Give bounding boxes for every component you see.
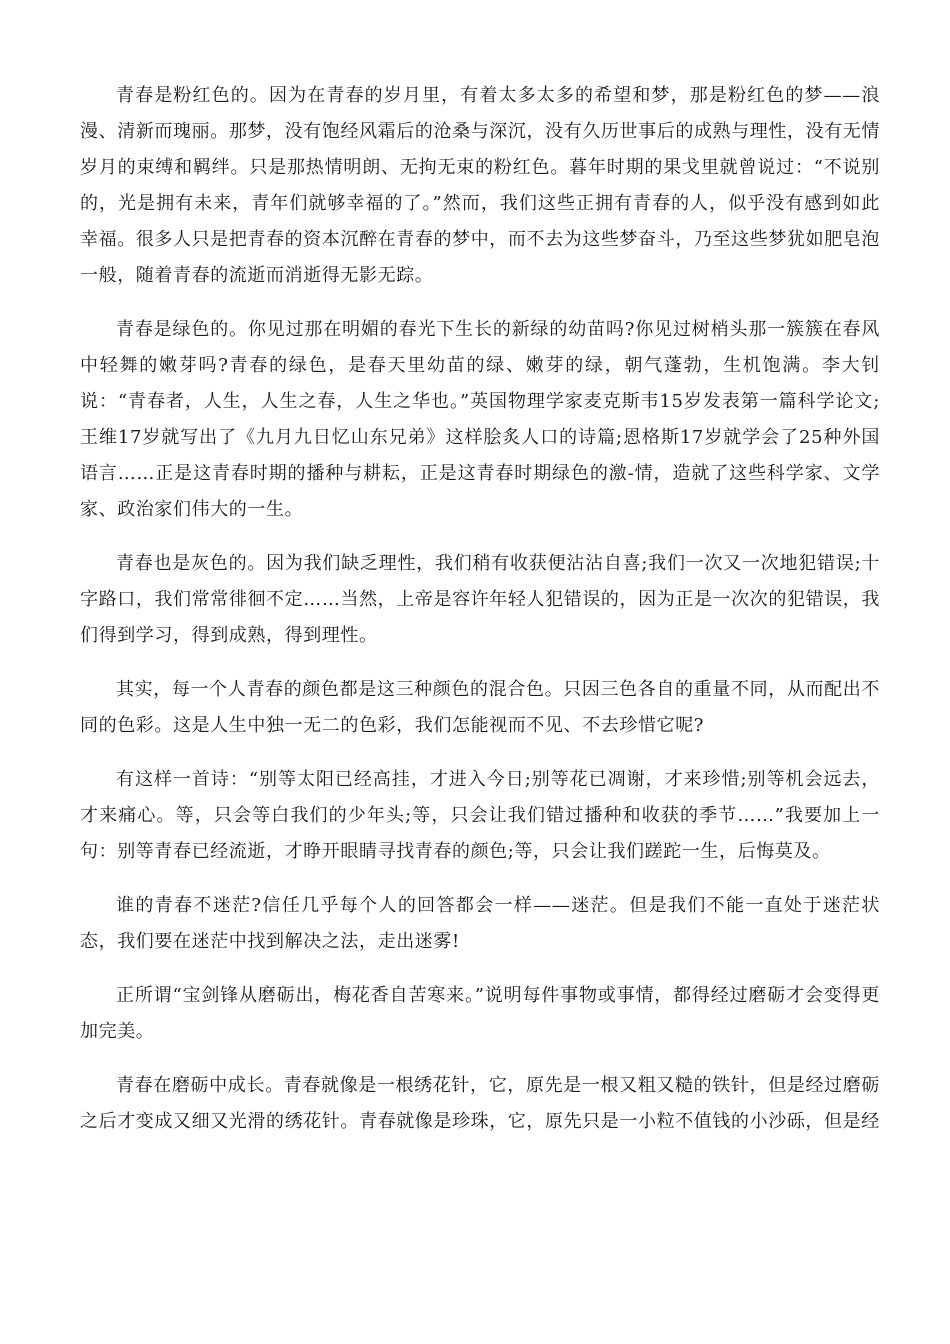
paragraph-pink-youth: 青春是粉红色的。因为在青春的岁月里，有着太多太多的希望和梦，那是粉红色的梦——浪漫、清新而瑰丽。那梦，没有饱经风霜后的沧桑与深沉，没有久历世事后的成熟与理性，没有无情岁月的束缚和羁绊。只是那热情明朗、无拘无束的粉红色。暮年时期的果戈里就曾说过：“不说别的，光是拥有未来，青年们就够幸福的了。”然而，我们这些正拥有青春的人，似乎没有感到如此幸福。很多人只是把青春的资本沉醉在青春的梦中，而不去为这些梦奋斗，乃至这些梦犹如肥皂泡一般，随着青春的流逝而消逝得无影无踪。 bbox=[80, 85, 880, 286]
paragraph-gray-youth: 青春也是灰色的。因为我们缺乏理性，我们稍有收获便沾沾自喜;我们一次又一次地犯错误;十字路口，我们常常徘徊不定……当然，上帝是容许年轻人犯错误的，因为正是一次次的犯错误，我们得到学习，得到成熟，得到理性。 bbox=[80, 553, 880, 646]
paragraph-green-youth: 青春是绿色的。你见过那在明媚的春光下生长的新绿的幼苗吗?你见过树梢头那一簇簇在春风中轻舞的嫩芽吗?青春的绿色，是春天里幼苗的绿、嫩芽的绿，朝气蓬勃，生机饱满。李大钊说：“青春者，人生，人生之春，人生之华也。”英国物理学家麦克斯韦15岁发表第一篇科学论文;王维17岁就写出了《九月九日忆山东兄弟》这样脍炙人口的诗篇;恩格斯17岁就学会了25种外国语言……正是这青春时期的播种与耕耘，正是这青春时期绿色的激-情，造就了这些科学家、文学家、政治家们伟大的一生。 bbox=[80, 319, 880, 520]
paragraph-mixed-colors: 其实，每一个人青春的颜色都是这三种颜色的混合色。只因三色各自的重量不同，从而配出不同的色彩。这是人生中独一无二的色彩，我们怎能视而不见、不去珍惜它呢? bbox=[80, 679, 880, 736]
paragraph-poem: 有这样一首诗：“别等太阳已经高挂，才进入今日;别等花已凋谢，才来珍惜;别等机会远去，才来痛心。等，只会等白我们的少年头;等，只会让我们错过播种和收获的季节……”我要加上一句：别等青春已经流逝，才睁开眼睛寻找青春的颜色;等，只会让我们蹉跎一生，后悔莫及。 bbox=[80, 769, 880, 862]
paragraph-confusion: 谁的青春不迷茫?信任几乎每个人的回答都会一样——迷茫。但是我们不能一直处于迷茫状态，我们要在迷茫中找到解决之法，走出迷雾! bbox=[80, 895, 880, 952]
paragraph-growth: 青春在磨砺中成长。青春就像是一根绣花针，它，原先是一根又粗又糙的铁针，但是经过磨砺之后才变成又细又光滑的绣花针。青春就像是珍珠，它，原先只是一小粒不值钱的小沙砾，但是经 bbox=[80, 1075, 880, 1132]
paragraph-proverb: 正所谓“宝剑锋从磨砺出，梅花香自苦寒来。”说明每件事物或事情，都得经过磨砺才会变得更加完美。 bbox=[80, 985, 880, 1042]
